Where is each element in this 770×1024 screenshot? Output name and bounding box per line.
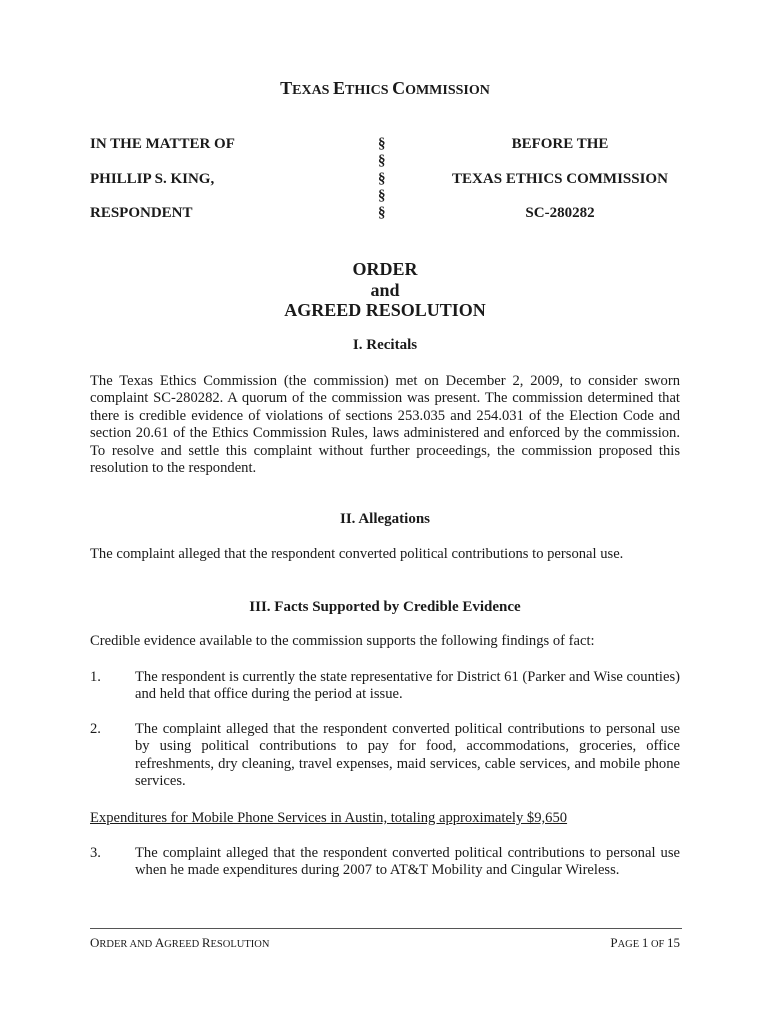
caption-before-the: BEFORE THE (511, 136, 609, 152)
caption-respondent: RESPONDENT (90, 205, 193, 221)
allegations-paragraph: The complaint alleged that the respondent converted political contributions to personal use. (90, 546, 624, 562)
section-mark: § (378, 205, 386, 221)
facts-heading: III. Facts Supported by Credible Evidence (249, 599, 521, 615)
mobile-phone-subheading: Expenditures for Mobile Phone Services in Austin, totaling approximately $9,650 (90, 810, 568, 826)
list-item-number: 1. (90, 669, 101, 685)
list-item: The complaint alleged that the respondent converted political contributions to personal use by using political contributions to pay for food, accommodations, groceries, office refreshments, dry cleaning, travel expenses, maid services, cable services, and mobile phone services. (135, 721, 680, 790)
section-mark: § (378, 171, 386, 187)
document-title: TEXAS ETHICS COMMISSION (280, 78, 490, 98)
list-item-number: 2. (90, 721, 101, 737)
order-and: and (370, 280, 400, 300)
section-mark: § (378, 136, 386, 152)
recitals-heading: I. Recitals (352, 337, 418, 353)
list-item: The respondent is currently the state representative for District 61 (Parker and Wise counties) and held that office during the period at issue. (135, 669, 681, 703)
caption-case-number: SC-280282 (525, 205, 595, 221)
caption-matter: IN THE MATTER OF (90, 136, 235, 152)
agreed-resolution-heading: AGREED RESOLUTION (284, 300, 486, 320)
order-heading: ORDER (352, 259, 418, 279)
section-mark: § (378, 153, 386, 169)
caption-commission: TEXAS ETHICS COMMISSION (452, 171, 668, 187)
list-item-number: 3. (90, 845, 101, 861)
allegations-heading: II. Allegations (339, 511, 430, 527)
facts-intro: Credible evidence available to the commission supports the following findings of fact: (90, 633, 595, 649)
footer-rule (90, 928, 682, 929)
section-mark: § (378, 188, 386, 204)
footer-document-title: ORDER AND AGREED RESOLUTION (90, 935, 270, 950)
list-item: The complaint alleged that the respondent converted political contributions to personal use when he made expenditures during 2007 to AT&T Mobility and Cingular Wireless. (135, 845, 680, 879)
recitals-paragraph: The Texas Ethics Commission (the commission) met on December 2, 2009, to consider sworn complaint SC-280282. A quorum of the commission was present. The commission determined that there is credible evidence of violations of sections 253.035 and 254.031 of the Election Code and section 20.61 of the Ethics Commission Rules, laws administered and enforced by the commission. To resolve and settle this complaint without further proceedings, the commission proposed this resolution to the respondent. (90, 373, 680, 477)
footer-page-number: PAGE 1 OF 15 (610, 935, 680, 950)
caption-respondent-name: PHILLIP S. KING, (90, 171, 215, 187)
